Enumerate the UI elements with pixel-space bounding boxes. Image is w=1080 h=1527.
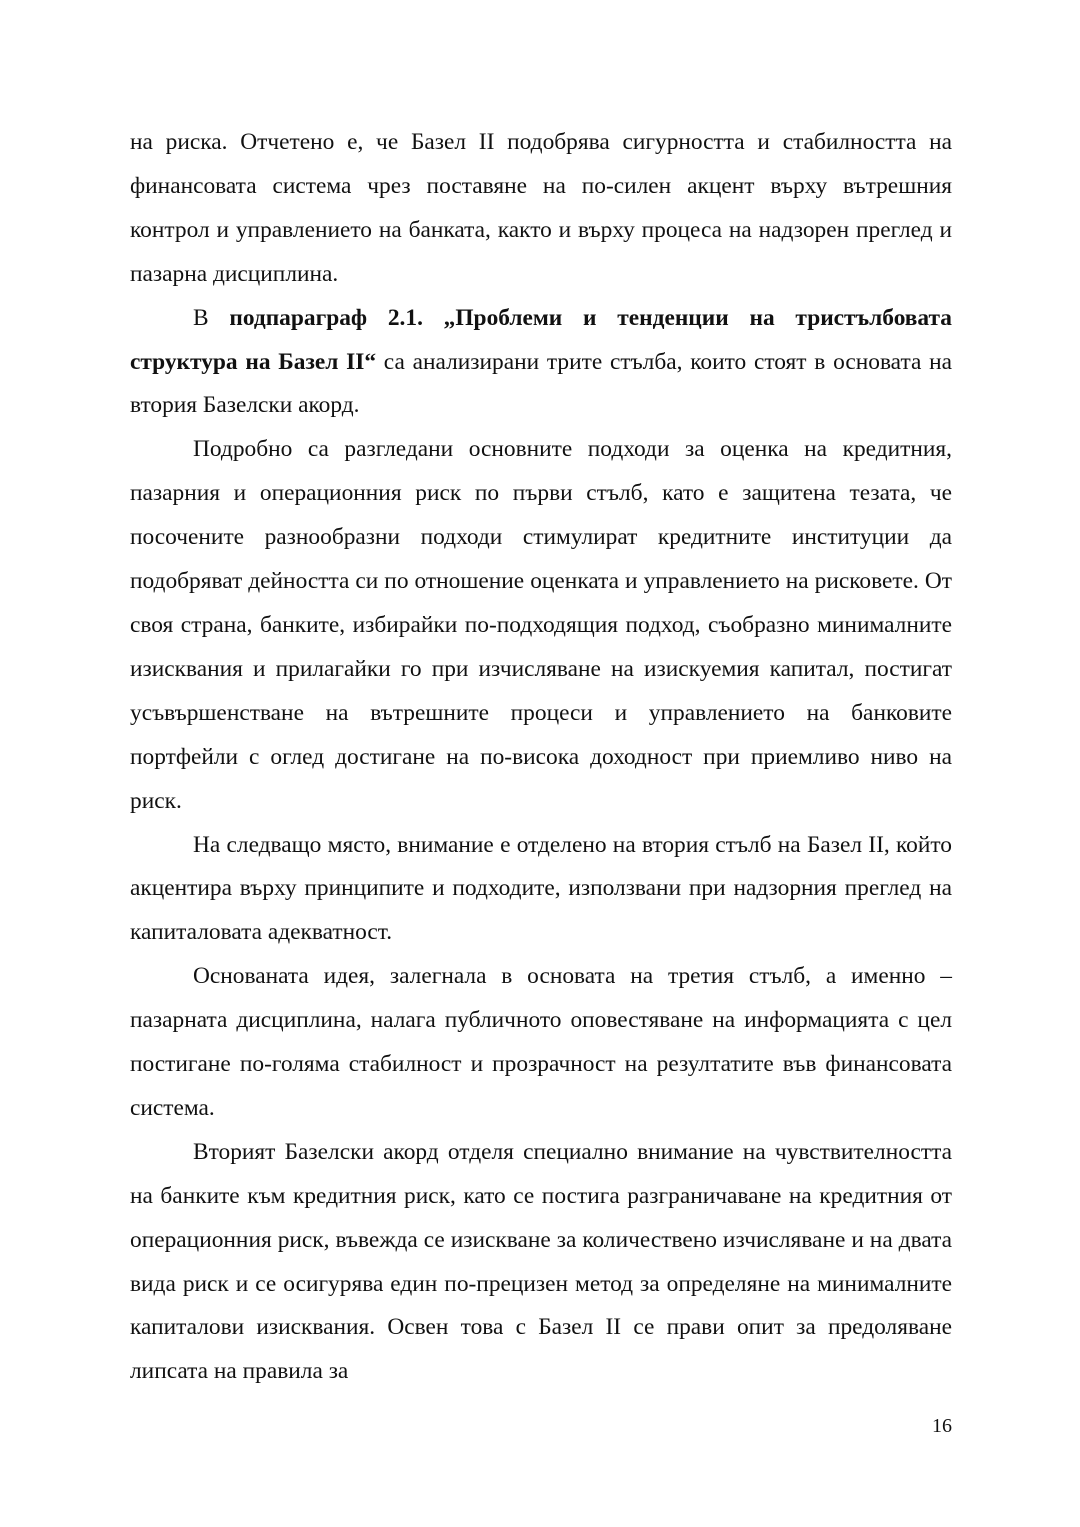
paragraph-lead: В [193,304,230,331]
paragraph-first-pillar: Подробно са разгледани основните подходи за оценка на кредитния, пазарния и операционния риск по първи стълб, като е защитена тезата, че посочените разнообразни подходи стимулират кредитните институции да подобряват дейността си по отношение оценката и управлението на рисковете. От своя страна, банките, избирайки по-подходящия подход, съобразно минималните изисквания и прилагайки го при изчисляване на изискуемия капитал, постигат усъвършенстване на вътрешните процеси и управлението на банковите портфейли с оглед достигане на по-висока доходност при приемливо ниво на риск. [130,436,952,814]
paragraph-second-pillar: На следващо място, внимание е отделено на втория стълб на Базел II, който акцентира върху принципите и подходите, използвани при надзорния преглед на капиталовата адекватност. [130,831,952,946]
paragraph-third-pillar: Основаната идея, залегнала в основата на третия стълб, а именно – пазарната дисциплина, налага публичното оповестяване на информацията с цел постигане по-голяма стабилност и прозрачност на резултатите във финансовата система. [130,963,952,1121]
paragraph-subsection-2-1 [130,297,952,429]
subsection-title: подпараграф 2.1. „Проблеми и тенденции на тристълбовата структура на Базел II“ [130,304,952,375]
paragraph-tail: са анализирани трите стълба, които стоят в основата на втория Базелски акорд. [130,348,953,419]
body-text [130,121,952,1394]
page-number: 16 [932,1415,952,1437]
paragraph-basel-accord: Вторият Базелски акорд отделя специално внимание на чувствителността на банките към кредитния риск, като се постига разграничаване на кредитния от операционния риск, въвежда се изискване за количествено изчисляване и на двата вида риск и се осигурява един по-прецизен метод за определяне на минималните капиталови изисквания. Освен това с Базел II се прави опит за предоляване липсата на правила за [130,1138,952,1385]
paragraph-continuation: на риска. Отчетено е, че Базел II подобрява сигурността и стабилността на финансовата система чрез поставяне на по-силен акцент върху вътрешния контрол и управлението на банката, както и върху процеса на надзорен преглед и пазарна дисциплина. [130,129,952,287]
